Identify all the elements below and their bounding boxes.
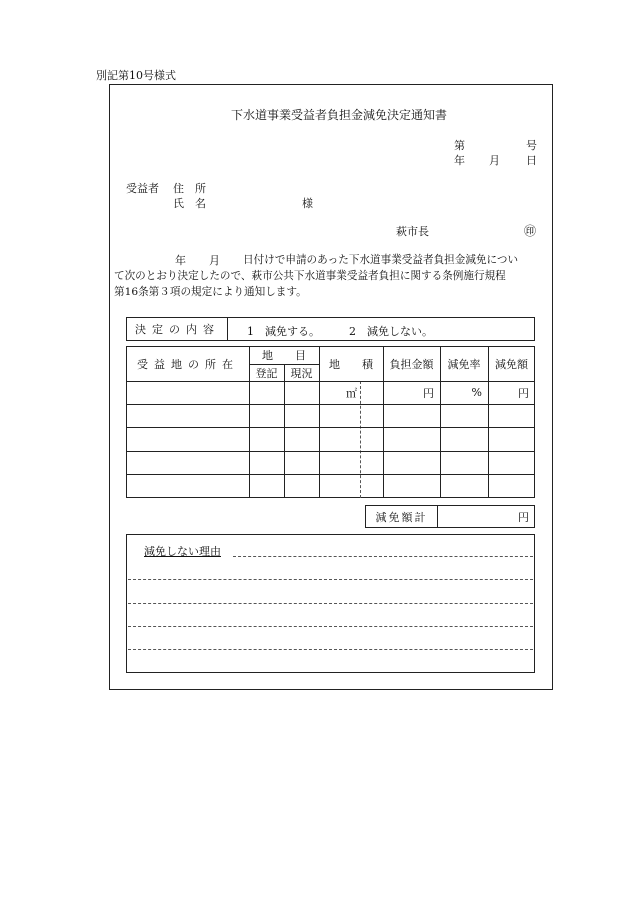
form-label: 別記第10号様式	[96, 69, 176, 82]
unit-rate: %	[471, 386, 482, 399]
header-location: 受益地の所在	[137, 357, 239, 371]
body-line-1: 日付けで申請のあった下水道事業受益者負担金減免につい	[243, 254, 519, 266]
body-month: 月	[209, 254, 220, 267]
header-chimoku: 地 目	[262, 349, 306, 362]
decision-label: 決定の内容	[135, 323, 220, 336]
body-line-2: て次のとおり決定したので、萩市公共下水道事業受益者負担に関する条例施行規程	[114, 270, 506, 282]
doc-number-prefix: 第	[454, 139, 465, 152]
unit-area: ㎡	[346, 386, 357, 400]
date-month: 月	[489, 154, 500, 167]
header-genkyo: 現況	[290, 366, 313, 380]
unit-reduction: 円	[518, 386, 529, 400]
header-area: 地 積	[329, 357, 373, 371]
date-year: 年	[454, 154, 465, 167]
reason-label: 減免しない理由	[144, 545, 221, 558]
name-label: 氏 名	[173, 197, 206, 210]
body-line-3: 第16条第３項の規定により通知します。	[114, 286, 307, 298]
issuer-title: 萩市長	[396, 225, 429, 238]
decision-option-2: 2 減免しない。	[349, 325, 433, 338]
document-title: 下水道事業受益者負担金減免決定通知書	[231, 108, 448, 122]
header-rate: 減免率	[447, 357, 481, 371]
recipient-label: 受益者	[126, 182, 159, 195]
date-day: 日	[526, 154, 537, 167]
total-label: 減免額計	[375, 510, 428, 524]
header-touki: 登記	[255, 366, 278, 380]
total-unit: 円	[518, 510, 529, 524]
body-year: 年	[175, 254, 186, 267]
seal-mark: ㊞	[524, 224, 537, 238]
honorific: 様	[302, 197, 313, 210]
doc-number-suffix: 号	[526, 139, 537, 152]
decision-option-1: 1 減免する。	[247, 325, 320, 338]
unit-amount: 円	[423, 386, 434, 400]
address-label: 住 所	[173, 182, 206, 195]
header-reduction: 減免額	[495, 357, 528, 371]
header-amount: 負担金額	[389, 357, 434, 371]
